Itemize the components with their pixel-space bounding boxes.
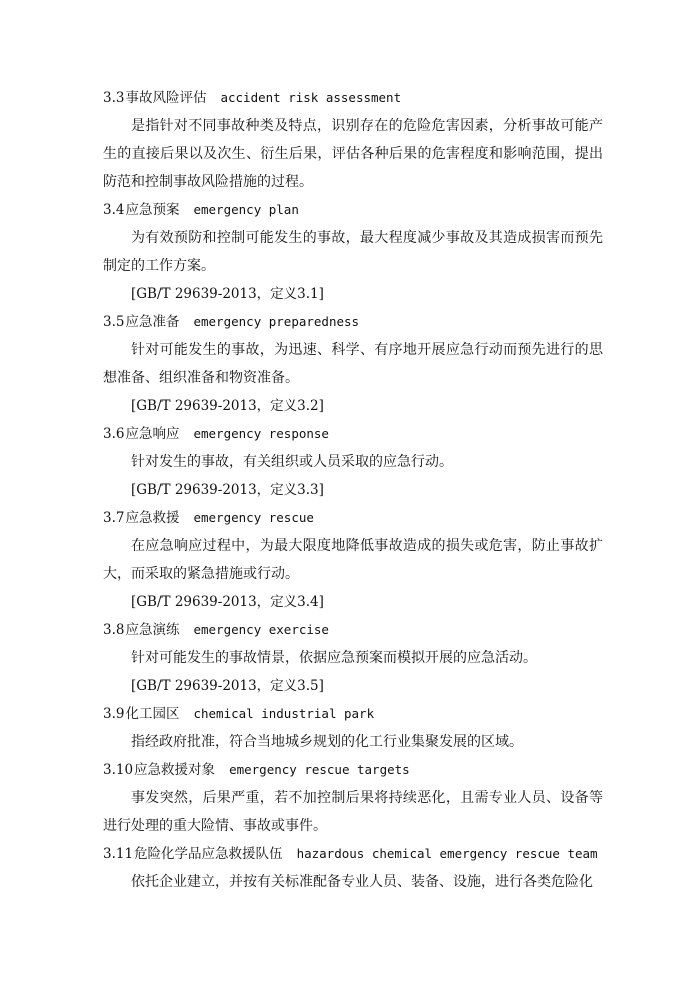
term-reference: [GB/T 29639-2013，定义3.5] <box>131 678 324 694</box>
term-chinese: 事故风险评估 <box>125 90 207 106</box>
term-heading <box>103 420 603 448</box>
term-heading <box>103 308 603 336</box>
term-chinese: 应急准备 <box>125 314 180 330</box>
term-definition: 指经政府批准，符合当地城乡规划的化工行业集聚发展的区域。 <box>131 734 523 750</box>
term-definition: 为有效预防和控制可能发生的事故，最大程度减少事故及其造成损害而预先制定的工作方案。 <box>103 230 603 274</box>
term-chinese: 应急救援对象 <box>134 762 216 778</box>
term-reference: [GB/T 29639-2013，定义3.1] <box>131 286 324 302</box>
document-body <box>103 84 603 896</box>
term-number: 3.4 <box>103 202 125 218</box>
term-english: chemical industrial park <box>193 706 375 721</box>
term-definition: 依托企业建立，并按有关标准配备专业人员、装备、设施，进行各类危险化 <box>131 874 593 890</box>
term-heading <box>103 616 603 644</box>
term-english: emergency plan <box>193 202 299 217</box>
term-english: hazardous chemical emergency rescue team <box>296 846 598 861</box>
term-heading <box>103 196 603 224</box>
term-chinese: 应急预案 <box>125 202 180 218</box>
term-english: accident risk assessment <box>220 90 402 105</box>
term-definition: 是指针对不同事故种类及特点，识别存在的危险危害因素，分析事故可能产生的直接后果以及次生、衍生后果，评估各种后果的危害程度和影响范围，提出防范和控制事故风险措施的过程。 <box>103 118 603 190</box>
term-chinese: 应急救援 <box>125 510 180 526</box>
term-definition: 事发突然，后果严重，若不加控制后果将持续恶化，且需专业人员、设备等进行处理的重大险情、事故或事件。 <box>103 790 603 834</box>
term-definition: 针对可能发生的事故情景，依据应急预案而模拟开展的应急活动。 <box>131 650 537 666</box>
term-chinese: 应急响应 <box>125 426 180 442</box>
term-number: 3.3 <box>103 90 125 106</box>
term-number: 3.9 <box>103 706 125 722</box>
term-english: emergency response <box>193 426 329 441</box>
term-reference: [GB/T 29639-2013，定义3.4] <box>131 594 324 610</box>
term-number: 3.10 <box>103 762 134 778</box>
term-heading <box>103 504 603 532</box>
term-number: 3.5 <box>103 314 125 330</box>
term-number: 3.7 <box>103 510 125 526</box>
term-number: 3.11 <box>103 846 134 862</box>
term-chinese: 危险化学品应急救援队伍 <box>134 846 283 862</box>
term-definition: 在应急响应过程中，为最大限度地降低事故造成的损失或危害，防止事故扩大，而采取的紧急措施或行动。 <box>103 538 603 582</box>
term-definition: 针对可能发生的事故，为迅速、科学、有序地开展应急行动而预先进行的思想准备、组织准备和物资准备。 <box>103 342 603 386</box>
term-heading <box>103 84 603 112</box>
term-english: emergency rescue targets <box>229 762 410 777</box>
term-chinese: 应急演练 <box>125 622 180 638</box>
term-number: 3.8 <box>103 622 125 638</box>
term-heading <box>103 840 603 868</box>
term-heading <box>103 756 603 784</box>
term-chinese: 化工园区 <box>125 706 180 722</box>
term-definition: 针对发生的事故，有关组织或人员采取的应急行动。 <box>131 454 453 470</box>
term-heading <box>103 700 603 728</box>
term-english: emergency preparedness <box>193 314 360 329</box>
term-reference: [GB/T 29639-2013，定义3.2] <box>131 398 324 414</box>
term-number: 3.6 <box>103 426 125 442</box>
term-english: emergency rescue <box>193 510 314 525</box>
term-english: emergency exercise <box>193 622 329 637</box>
term-reference: [GB/T 29639-2013，定义3.3] <box>131 482 324 498</box>
